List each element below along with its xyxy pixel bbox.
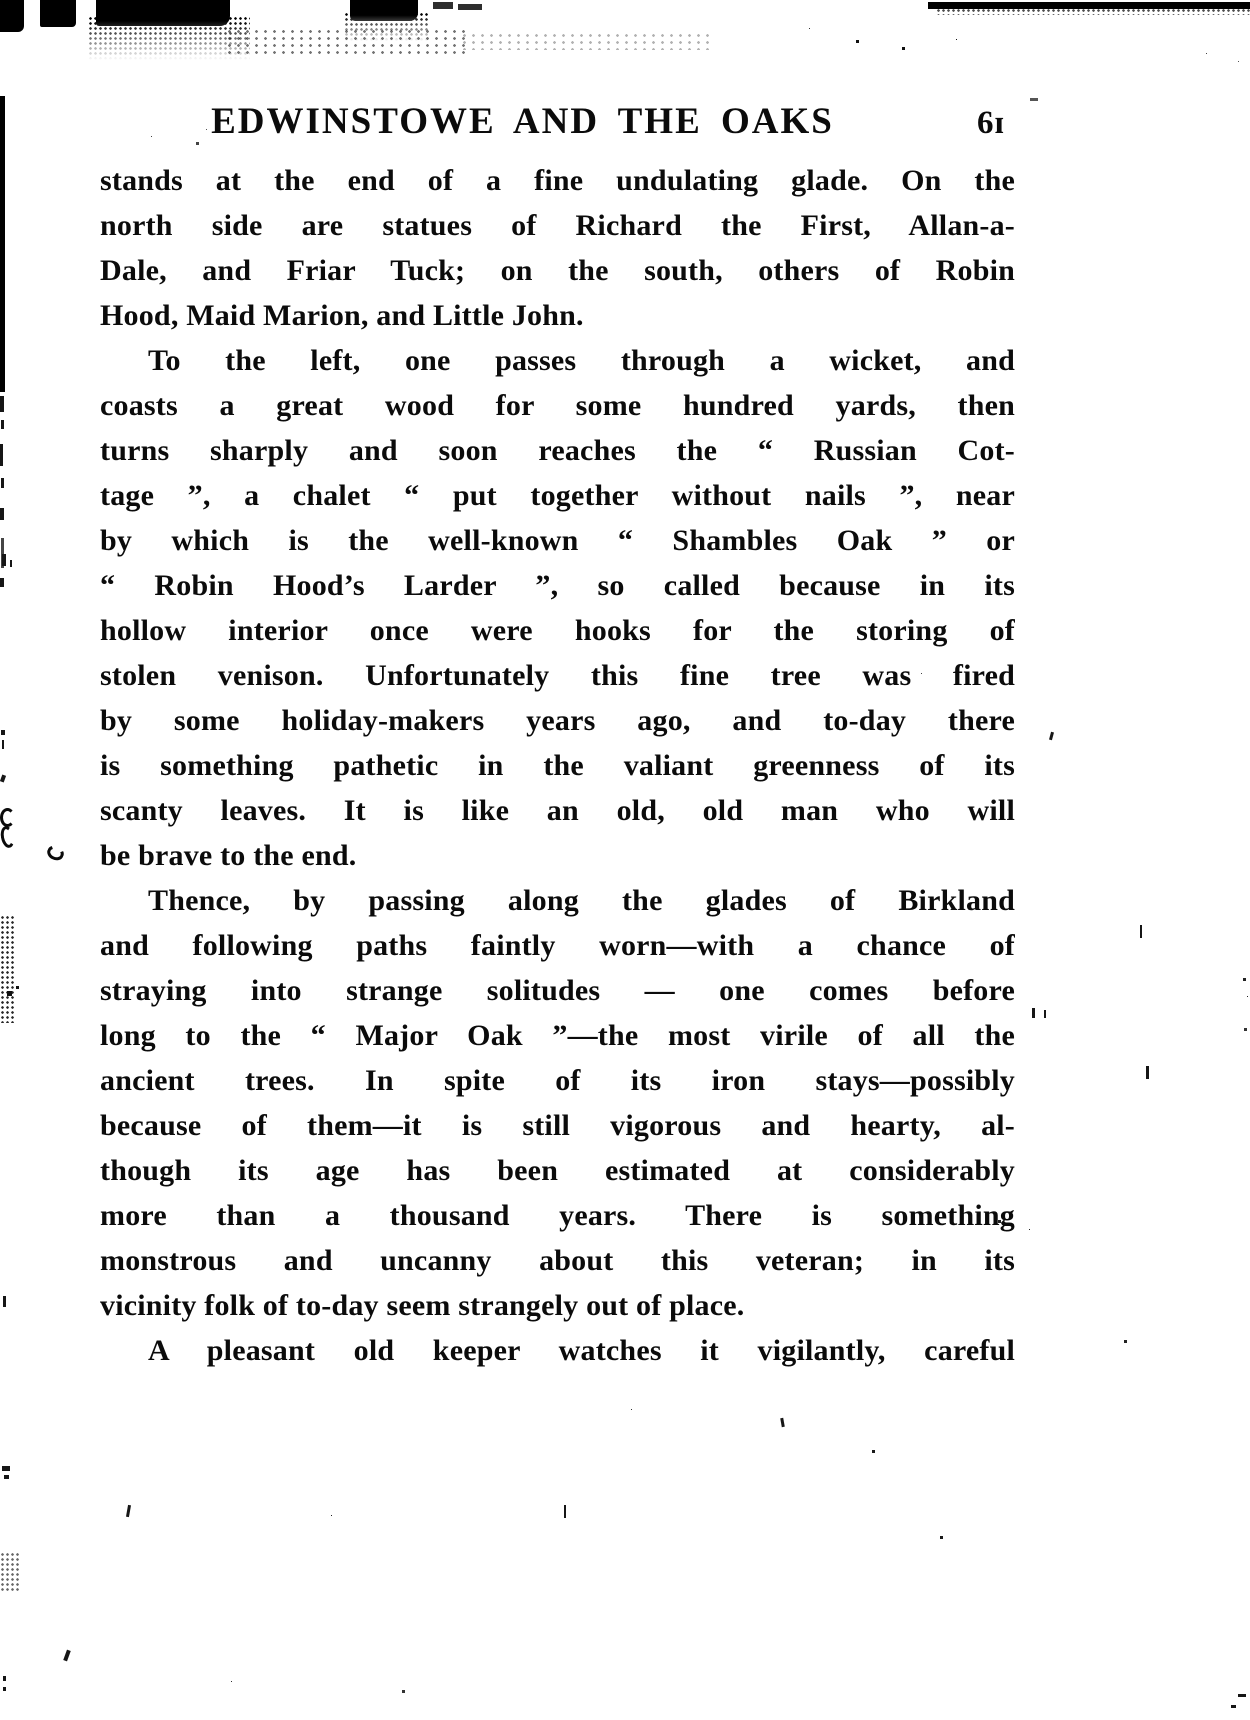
- scan-artifact-dash: [0, 444, 3, 466]
- text-line: long to the “ Major Oak ”—the most virile of all the: [100, 1019, 1015, 1052]
- text-line: scanty leaves. It is like an old, old man who will: [100, 794, 1015, 827]
- scan-artifact-dash: [0, 396, 4, 412]
- text-line: Dale, and Friar Tuck; on the south, others of Robin: [100, 254, 1015, 287]
- page-number: 6ɪ: [977, 105, 1005, 141]
- scan-artifact-dash: [1, 420, 4, 429]
- scan-artifact-dash: [458, 4, 482, 10]
- text-line: though its age has been estimated at considerably: [100, 1154, 1015, 1187]
- scan-artifact-mark: [4, 1475, 9, 1479]
- scan-artifact-speckle: [225, 28, 465, 54]
- text-line: “ Robin Hood’s Larder ”, so called because in its: [100, 569, 1015, 602]
- scan-artifact-mark: [10, 560, 12, 567]
- scan-artifact-speckle: [0, 915, 16, 1023]
- text-line: tage ”, a chalet “ put together without nails ”, near: [100, 479, 1015, 512]
- text-line: stolen venison. Unfortunately this fine tree was fired: [100, 659, 1015, 692]
- text-line: stands at the end of a fine undulating glade. On the: [100, 164, 1015, 197]
- scan-artifact-mark: [1049, 732, 1054, 741]
- scan-artifact-mark: [780, 1418, 785, 1427]
- scan-artifact-mark: [1140, 925, 1142, 938]
- text-line: To the left, one passes through a wicket, and: [148, 344, 1015, 377]
- paragraph: [100, 338, 1015, 878]
- scan-artifact-dash: [433, 2, 453, 9]
- paragraph: [100, 1328, 1015, 1373]
- paragraph: [100, 158, 1015, 338]
- text-line: because of them—it is still vigorous and hearty, al-: [100, 1109, 1015, 1142]
- scan-artifact-line-frill: [936, 8, 1250, 15]
- page-title: EDWINSTOWE AND THE OAKS: [211, 101, 834, 142]
- text-line: straying into strange solitudes — one comes before: [100, 974, 1015, 1007]
- text-line: ancient trees. In spite of its iron stays—possibly: [100, 1064, 1015, 1097]
- text-line: coasts a great wood for some hundred yards, then: [100, 389, 1015, 422]
- text-line: turns sharply and soon reaches the “ Russian Cot-: [100, 434, 1015, 467]
- text-line: Hood, Maid Marion, and Little John.: [100, 299, 584, 332]
- scan-artifact-mark: [1044, 1010, 1046, 1018]
- scan-artifact-mark: [1231, 1705, 1236, 1708]
- scan-artifact-blob: [40, 0, 76, 27]
- scan-artifact-mark: [2, 1466, 10, 1471]
- scan-artifact-mark: [1238, 1694, 1246, 1697]
- scan-artifact-edge-line: [0, 96, 5, 392]
- text-line: vicinity folk of to-day seem strangely out of place.: [100, 1289, 745, 1322]
- text-line: by some holiday-makers years ago, and to-day there: [100, 704, 1015, 737]
- scan-artifact-curl: [0, 808, 15, 827]
- scan-artifact-mark: [1030, 98, 1038, 101]
- scan-artifact-dash: [0, 508, 4, 520]
- scan-artifact-curl: [0, 825, 16, 849]
- scan-artifact-speckle: [460, 32, 710, 50]
- scan-artifact-mark: [63, 1650, 71, 1662]
- text-line: is something pathetic in the valiant greenness of its: [100, 749, 1015, 782]
- text-line: Thence, by passing along the glades of Birkland: [148, 884, 1015, 917]
- text-line: and following paths faintly worn—with a chance of: [100, 929, 1015, 962]
- scan-artifact-dash: [0, 578, 4, 587]
- scan-artifact-mark: [1, 730, 5, 735]
- scan-artifact-mark: [1146, 1066, 1149, 1079]
- scan-artifact-mark: [3, 1676, 6, 1681]
- scan-artifact-mark: [3, 1687, 6, 1691]
- text-line: by which is the well-known “ Shambles Oak ” or: [100, 524, 1015, 557]
- scan-artifact-mark: [3, 1296, 6, 1307]
- text-line: monstrous and uncanny about this veteran; in its: [100, 1244, 1015, 1277]
- paragraph: [100, 878, 1015, 1328]
- scan-artifact-mark: [126, 1505, 131, 1517]
- scan-artifact-mark: [564, 1505, 566, 1518]
- scan-artifact-mark: [0, 775, 6, 783]
- text-line: be brave to the end.: [100, 839, 357, 872]
- text-line: north side are statues of Richard the First, Allan-a-: [100, 209, 1015, 242]
- scan-artifact-blob: [0, 0, 24, 32]
- running-header: [100, 100, 1015, 144]
- text-line: more than a thousand years. There is something: [100, 1199, 1015, 1232]
- scan-artifact-mark: [2, 740, 4, 749]
- scan-artifact-speckle: [0, 1552, 20, 1592]
- scan-specks: [0, 0, 3, 3]
- scan-artifact-mark: [1032, 1008, 1035, 1018]
- page-body: [100, 158, 1015, 1373]
- text-line: A pleasant old keeper watches it vigilantly, careful: [148, 1334, 1015, 1367]
- text-line: hollow interior once were hooks for the storing of: [100, 614, 1015, 647]
- scan-artifact-curl: [45, 843, 66, 863]
- scan-artifact-mark: [2, 554, 6, 566]
- scan-artifact-dash: [1, 478, 4, 488]
